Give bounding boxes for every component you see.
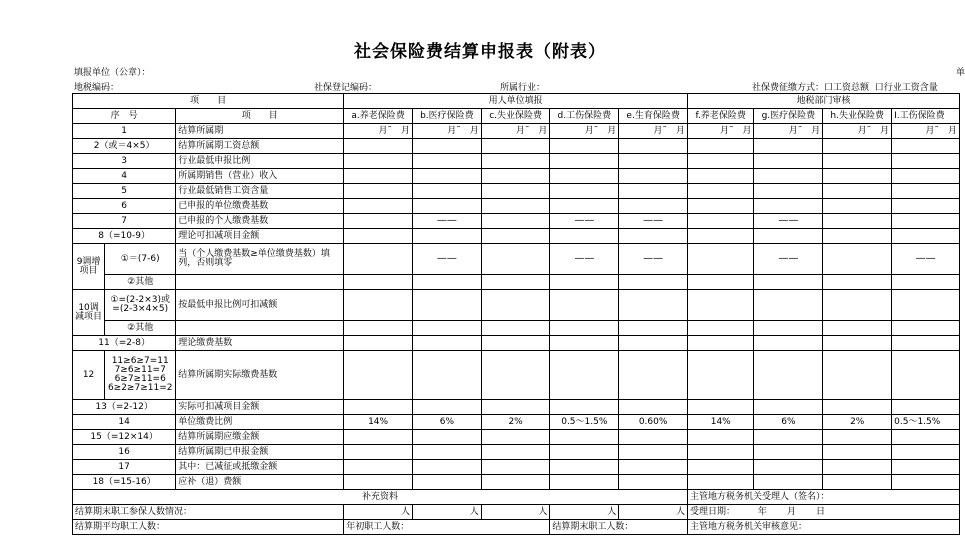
- value-cell[interactable]: [823, 290, 892, 321]
- value-cell[interactable]: [688, 336, 754, 351]
- value-cell[interactable]: [823, 460, 892, 475]
- row-label: 应补（退）费额: [176, 475, 344, 490]
- table-row: [73, 321, 960, 336]
- value-cell[interactable]: [344, 475, 413, 490]
- insured-label: 结算期末职工参保人数情况：: [73, 505, 344, 520]
- value-cell[interactable]: [344, 199, 413, 214]
- value-cell[interactable]: [481, 244, 550, 275]
- value-cell[interactable]: [550, 184, 619, 199]
- value-cell[interactable]: [481, 351, 550, 400]
- value-cell[interactable]: [688, 351, 754, 400]
- table-row: [73, 154, 960, 169]
- month-cell[interactable]: 月˜ 月: [688, 124, 754, 139]
- header-seq: 序 号: [73, 109, 176, 124]
- rate-cell: 14%: [344, 415, 413, 430]
- value-cell[interactable]: [344, 336, 413, 351]
- month-cell[interactable]: 月˜ 月: [412, 124, 481, 139]
- value-cell[interactable]: [550, 351, 619, 400]
- dash-cell: ——: [619, 214, 688, 229]
- rate-cell: 2%: [823, 415, 892, 430]
- value-cell[interactable]: [823, 321, 892, 336]
- value-cell[interactable]: [823, 244, 892, 275]
- value-cell[interactable]: [688, 154, 754, 169]
- value-cell[interactable]: [892, 400, 960, 415]
- rate-cell: 0.5～1.5%: [892, 415, 960, 430]
- value-cell[interactable]: [688, 430, 754, 445]
- col-b: b.医疗保险费: [412, 109, 481, 124]
- table-row: [73, 336, 960, 351]
- value-cell[interactable]: [619, 351, 688, 400]
- levy-option-industry[interactable]: 口行业工资含量: [874, 83, 938, 93]
- row-label: 结算所属期工资总额: [176, 139, 344, 154]
- month-cell[interactable]: 月˜ 月: [823, 124, 892, 139]
- row-seq: 14: [73, 415, 176, 430]
- value-cell[interactable]: [823, 351, 892, 400]
- value-cell[interactable]: [481, 445, 550, 460]
- dash-cell: ——: [550, 214, 619, 229]
- row-seq: 3: [73, 154, 176, 169]
- edge-char: 单: [956, 68, 965, 78]
- row10-group: 10调减项目: [73, 290, 105, 336]
- row-seq: 2（或＝4×5）: [73, 139, 176, 154]
- value-cell[interactable]: [823, 445, 892, 460]
- value-cell[interactable]: [688, 445, 754, 460]
- value-cell[interactable]: [754, 290, 823, 321]
- col-f: f.养老保险费: [688, 109, 754, 124]
- value-cell[interactable]: [754, 336, 823, 351]
- value-cell[interactable]: [688, 290, 754, 321]
- rate-cell: 0.60%: [619, 415, 688, 430]
- row10-sub-a: ①=(2-2×3)或=(2-3×4×5): [105, 290, 176, 321]
- value-cell[interactable]: [754, 445, 823, 460]
- levy-option-wage-total[interactable]: 口工资总额: [824, 83, 870, 93]
- value-cell[interactable]: [344, 154, 413, 169]
- value-cell[interactable]: [688, 275, 754, 290]
- rate-cell: 6%: [412, 415, 481, 430]
- value-cell[interactable]: [892, 199, 960, 214]
- value-cell[interactable]: [619, 229, 688, 244]
- footer-row-2: [73, 505, 960, 520]
- month-label: 月: [786, 507, 796, 517]
- levy-mode: [752, 80, 938, 93]
- row-seq: 17: [73, 460, 176, 475]
- value-cell[interactable]: [892, 214, 960, 229]
- value-cell[interactable]: [619, 445, 688, 460]
- value-cell[interactable]: [550, 275, 619, 290]
- value-cell[interactable]: [412, 184, 481, 199]
- end-staff-label: 结算期末职工人数：: [550, 520, 688, 535]
- col-c: c.失业保险费: [481, 109, 550, 124]
- col-g: g.医疗保险费: [754, 109, 823, 124]
- value-cell[interactable]: [550, 400, 619, 415]
- value-cell[interactable]: [688, 139, 754, 154]
- value-cell[interactable]: [754, 475, 823, 490]
- value-cell[interactable]: [823, 184, 892, 199]
- value-cell[interactable]: [892, 275, 960, 290]
- row-label: 结算所属期实际缴费基数: [176, 351, 344, 400]
- value-cell[interactable]: [344, 214, 413, 229]
- col-d: d.工伤保险费: [550, 109, 619, 124]
- value-cell[interactable]: [481, 475, 550, 490]
- value-cell[interactable]: [892, 351, 960, 400]
- footer-row-1: [73, 490, 960, 505]
- value-cell[interactable]: [688, 244, 754, 275]
- value-cell[interactable]: [481, 336, 550, 351]
- row-seq: 7: [73, 214, 176, 229]
- value-cell[interactable]: [176, 275, 344, 290]
- value-cell[interactable]: [550, 336, 619, 351]
- person-cell[interactable]: 人: [412, 505, 481, 520]
- value-cell[interactable]: [754, 139, 823, 154]
- table-row: [73, 184, 960, 199]
- value-cell[interactable]: [481, 214, 550, 229]
- unit-label: 填报单位（公章）：: [74, 68, 151, 78]
- value-cell[interactable]: [619, 290, 688, 321]
- row-label: 行业最低申报比例: [176, 154, 344, 169]
- dash-cell: ——: [892, 244, 960, 275]
- value-cell[interactable]: [619, 475, 688, 490]
- value-cell[interactable]: [344, 430, 413, 445]
- value-cell[interactable]: [412, 400, 481, 415]
- row-label: 实际可扣减项目金额: [176, 400, 344, 415]
- row-label: 理论缴费基数: [176, 336, 344, 351]
- value-cell[interactable]: [892, 430, 960, 445]
- row9-sub-a: ①＝(7-6): [105, 244, 176, 275]
- dash-cell: ——: [412, 214, 481, 229]
- value-cell[interactable]: [412, 475, 481, 490]
- row-seq: 6: [73, 199, 176, 214]
- table-row: [73, 214, 960, 229]
- value-cell[interactable]: [412, 154, 481, 169]
- supplement-header: 补充资料: [73, 490, 688, 505]
- table-row: [73, 400, 960, 415]
- row-label: 结算所属期应缴金额: [176, 430, 344, 445]
- value-cell[interactable]: [344, 184, 413, 199]
- industry-label: 所属行业：: [500, 83, 546, 93]
- row-seq: 4: [73, 169, 176, 184]
- value-cell[interactable]: [481, 199, 550, 214]
- header-item: 项 目: [73, 94, 344, 109]
- header-tax-group: 地税部门审核: [688, 94, 960, 109]
- value-cell[interactable]: [412, 351, 481, 400]
- row-label: 单位缴费比例: [176, 415, 344, 430]
- value-cell[interactable]: [754, 199, 823, 214]
- value-cell[interactable]: [550, 199, 619, 214]
- value-cell[interactable]: [344, 400, 413, 415]
- value-cell[interactable]: [344, 169, 413, 184]
- value-cell[interactable]: [754, 321, 823, 336]
- value-cell[interactable]: [412, 336, 481, 351]
- col-a: a.养老保险费: [344, 109, 413, 124]
- table-row: [73, 351, 960, 400]
- value-cell[interactable]: [892, 460, 960, 475]
- dash-cell: ——: [754, 214, 823, 229]
- value-cell[interactable]: [412, 445, 481, 460]
- table-row: [73, 229, 960, 244]
- value-cell[interactable]: [688, 229, 754, 244]
- value-cell[interactable]: [550, 290, 619, 321]
- value-cell[interactable]: [619, 169, 688, 184]
- value-cell[interactable]: [550, 139, 619, 154]
- row-seq: 18（=15-16）: [73, 475, 176, 490]
- value-cell[interactable]: [412, 321, 481, 336]
- person-cell[interactable]: 人: [619, 505, 688, 520]
- value-cell[interactable]: [619, 154, 688, 169]
- value-cell[interactable]: [344, 290, 413, 321]
- rate-cell: 6%: [754, 415, 823, 430]
- start-staff-label: 年初职工人数：: [344, 520, 550, 535]
- row9-group: 9调增项目: [73, 244, 105, 290]
- value-cell[interactable]: [823, 336, 892, 351]
- month-cell[interactable]: 月˜ 月: [892, 124, 960, 139]
- value-cell[interactable]: [412, 199, 481, 214]
- row-label: 其中：已减征或抵缴金额: [176, 460, 344, 475]
- value-cell[interactable]: [823, 199, 892, 214]
- table-row: [73, 124, 960, 139]
- value-cell[interactable]: [619, 184, 688, 199]
- col-e: e.生育保险费: [619, 109, 688, 124]
- row-seq: 12: [73, 351, 105, 400]
- accept-date-label: 受理日期：: [690, 507, 736, 517]
- value-cell[interactable]: [550, 430, 619, 445]
- day-label: 日: [816, 507, 826, 517]
- value-cell[interactable]: [688, 214, 754, 229]
- table-row: [73, 430, 960, 445]
- dash-cell: ——: [754, 244, 823, 275]
- value-cell[interactable]: [892, 475, 960, 490]
- value-cell[interactable]: [550, 169, 619, 184]
- footer-row-3: [73, 520, 960, 535]
- value-cell[interactable]: [823, 229, 892, 244]
- value-cell[interactable]: [412, 139, 481, 154]
- value-cell[interactable]: [344, 460, 413, 475]
- value-cell[interactable]: [481, 139, 550, 154]
- social-reg-label: 社保登记编码：: [314, 83, 378, 93]
- value-cell[interactable]: [688, 400, 754, 415]
- row-seq: 1: [73, 124, 176, 139]
- value-cell[interactable]: [481, 154, 550, 169]
- row-seq: 13（=2-12）: [73, 400, 176, 415]
- value-cell[interactable]: [481, 229, 550, 244]
- value-cell[interactable]: [344, 445, 413, 460]
- value-cell[interactable]: [892, 336, 960, 351]
- value-cell[interactable]: [754, 351, 823, 400]
- row-label: 所属期销售（营业）收入: [176, 169, 344, 184]
- person-cell[interactable]: 人: [344, 505, 413, 520]
- header-item2: 项 目: [176, 109, 344, 124]
- value-cell[interactable]: [823, 169, 892, 184]
- value-cell[interactable]: [481, 400, 550, 415]
- person-cell[interactable]: 人: [481, 505, 550, 520]
- row-seq: 16: [73, 445, 176, 460]
- row-label: 按最低申报比例可扣减额: [176, 290, 344, 321]
- table-row: [73, 290, 960, 321]
- value-cell[interactable]: [481, 430, 550, 445]
- value-cell[interactable]: [412, 290, 481, 321]
- form-title: 社会保险费结算申报表（附表）: [354, 42, 606, 62]
- value-cell[interactable]: [481, 275, 550, 290]
- value-cell[interactable]: [688, 321, 754, 336]
- tax-code-label: 地税编码：: [74, 83, 120, 93]
- value-cell[interactable]: [412, 460, 481, 475]
- value-cell[interactable]: [754, 400, 823, 415]
- row-seq: 15（=12×14）: [73, 430, 176, 445]
- dash-cell: ——: [619, 244, 688, 275]
- value-cell[interactable]: [754, 430, 823, 445]
- month-cell[interactable]: 月˜ 月: [550, 124, 619, 139]
- opinion-label: 主管地方税务机关审核意见：: [688, 520, 960, 535]
- row10-sub-b: ②其他: [105, 321, 176, 336]
- value-cell[interactable]: [892, 154, 960, 169]
- row-label: 已申报的个人缴费基数: [176, 214, 344, 229]
- value-cell[interactable]: [481, 460, 550, 475]
- month-cell[interactable]: 月˜ 月: [619, 124, 688, 139]
- col-i: I.工伤保险费: [892, 109, 960, 124]
- value-cell[interactable]: [619, 430, 688, 445]
- row-label: 当（个人缴费基数≥单位缴费基数）填列，否则填零: [176, 244, 344, 275]
- value-cell[interactable]: [688, 184, 754, 199]
- value-cell[interactable]: [481, 321, 550, 336]
- value-cell[interactable]: [688, 199, 754, 214]
- value-cell[interactable]: [688, 475, 754, 490]
- table-row: [73, 139, 960, 154]
- value-cell[interactable]: [754, 169, 823, 184]
- table-row: [73, 199, 960, 214]
- table-row: [73, 445, 960, 460]
- value-cell[interactable]: [550, 229, 619, 244]
- value-cell[interactable]: [754, 184, 823, 199]
- row-label: 结算所属期: [176, 124, 344, 139]
- value-cell[interactable]: [481, 184, 550, 199]
- row-label: 理论可扣减项目金额: [176, 229, 344, 244]
- settlement-table: [72, 93, 960, 535]
- value-cell[interactable]: [892, 229, 960, 244]
- month-cell[interactable]: 月˜ 月: [481, 124, 550, 139]
- avg-staff-label: 结算期平均职工人数：: [73, 520, 344, 535]
- value-cell[interactable]: [412, 430, 481, 445]
- value-cell[interactable]: [619, 400, 688, 415]
- value-cell[interactable]: [176, 321, 344, 336]
- value-cell[interactable]: [344, 229, 413, 244]
- value-cell[interactable]: [823, 430, 892, 445]
- table-row: [73, 275, 960, 290]
- accept-date[interactable]: [688, 505, 960, 520]
- value-cell[interactable]: [754, 154, 823, 169]
- value-cell[interactable]: [892, 290, 960, 321]
- row-seq: 8（=10-9）: [73, 229, 176, 244]
- value-cell[interactable]: [550, 154, 619, 169]
- value-cell[interactable]: [823, 475, 892, 490]
- value-cell[interactable]: [619, 460, 688, 475]
- value-cell[interactable]: [754, 229, 823, 244]
- row-label: 行业最低销售工资含量: [176, 184, 344, 199]
- value-cell[interactable]: [892, 139, 960, 154]
- row9-sub-b: ②其他: [105, 275, 176, 290]
- value-cell[interactable]: [481, 169, 550, 184]
- value-cell[interactable]: [823, 400, 892, 415]
- value-cell[interactable]: [754, 275, 823, 290]
- person-cell[interactable]: 人: [550, 505, 619, 520]
- value-cell[interactable]: [892, 169, 960, 184]
- table-row: [73, 460, 960, 475]
- value-cell[interactable]: [550, 321, 619, 336]
- levy-label: 社保费征缴方式：: [752, 83, 825, 93]
- value-cell[interactable]: [481, 290, 550, 321]
- rate-cell: 0.5～1.5%: [550, 415, 619, 430]
- value-cell[interactable]: [619, 199, 688, 214]
- value-cell[interactable]: [550, 445, 619, 460]
- value-cell[interactable]: [619, 336, 688, 351]
- table-row: [73, 415, 960, 430]
- value-cell[interactable]: [823, 139, 892, 154]
- col-h: h.失业保险费: [823, 109, 892, 124]
- value-cell[interactable]: [892, 321, 960, 336]
- row-label: 结算所属期已申报金额: [176, 445, 344, 460]
- year-label: 年: [757, 507, 767, 517]
- month-cell[interactable]: 月˜ 月: [754, 124, 823, 139]
- value-cell[interactable]: [412, 229, 481, 244]
- value-cell[interactable]: [550, 460, 619, 475]
- value-cell[interactable]: [344, 351, 413, 400]
- row-seq: 5: [73, 184, 176, 199]
- value-cell[interactable]: [823, 154, 892, 169]
- value-cell[interactable]: [823, 214, 892, 229]
- rate-cell: 14%: [688, 415, 754, 430]
- value-cell[interactable]: [344, 139, 413, 154]
- value-cell[interactable]: [688, 169, 754, 184]
- value-cell[interactable]: [619, 275, 688, 290]
- value-cell[interactable]: [344, 275, 413, 290]
- table-row: [73, 244, 960, 275]
- officer-sign: 主管地方税务机关受理人（签名）：: [688, 490, 960, 505]
- row12-conditions: 11≥6≥7=11 7≥6≥11=7 6≥7≥11=6 6≥2≥7≥11=2: [105, 351, 176, 400]
- row-label: 已申报的单位缴费基数: [176, 199, 344, 214]
- value-cell[interactable]: [754, 460, 823, 475]
- month-cell[interactable]: 月˜ 月: [344, 124, 413, 139]
- rate-cell: 2%: [481, 415, 550, 430]
- value-cell[interactable]: [412, 169, 481, 184]
- value-cell[interactable]: [892, 184, 960, 199]
- value-cell[interactable]: [823, 275, 892, 290]
- value-cell[interactable]: [619, 139, 688, 154]
- value-cell[interactable]: [344, 321, 413, 336]
- value-cell[interactable]: [412, 275, 481, 290]
- table-row: [73, 475, 960, 490]
- dash-cell: ——: [412, 244, 481, 275]
- table-row: [73, 169, 960, 184]
- header-employer-group: 用人单位填报: [344, 94, 688, 109]
- value-cell[interactable]: [892, 445, 960, 460]
- value-cell[interactable]: [619, 321, 688, 336]
- row-seq: 11（=2-8）: [73, 336, 176, 351]
- value-cell[interactable]: [550, 475, 619, 490]
- value-cell[interactable]: [344, 244, 413, 275]
- dash-cell: ——: [550, 244, 619, 275]
- value-cell[interactable]: [688, 460, 754, 475]
